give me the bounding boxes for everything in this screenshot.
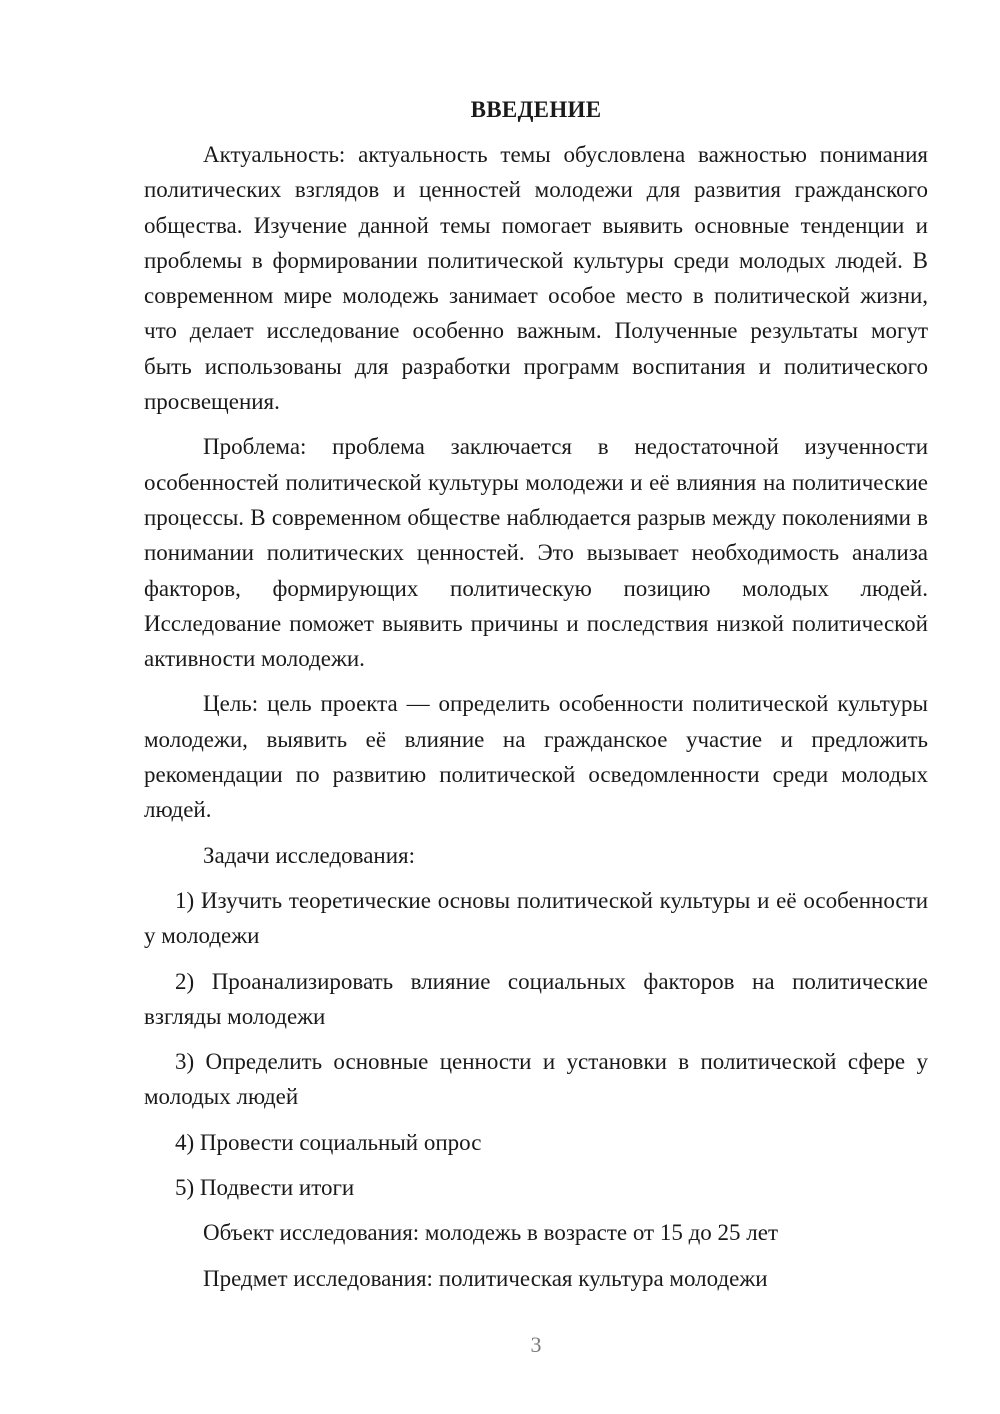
research-object: Объект исследования: молодежь в возрасте от 15 до 25 лет	[203, 1220, 779, 1246]
tasks-heading: Задачи исследования:	[203, 842, 416, 868]
problem-paragraph: Проблема: проблема заключается в недостаточной изученности особенностей политической культуры молодежи и её влияния на политические процессы. В современном обществе наблюдается разрыв между поколениями в понимании политических ценностей. Это вызывает необходимость анализа факторов, формирующих политическую позицию молодых людей. Исследование поможет выявить причины и последствия низкой политической активности молодежи.	[144, 434, 928, 672]
goal-paragraph: Цель: цель проекта — определить особенности политической культуры молодежи, выявить её влияние на гражданское участие и предложить рекомендации по развитию политической осведомленности среди молодых людей.	[144, 691, 928, 823]
section-title: ВВЕДЕНИЕ	[470, 97, 602, 122]
relevance-paragraph: Актуальность: актуальность темы обусловлена важностью понимания политических взглядов и ценностей молодежи для развития гражданского общества. Изучение данной темы помогает выявить основные тенденции и проблемы в формировании политической культуры среди молодых людей. В современном мире молодежь занимает особое место в политической жизни, что делает исследование особенно важным. Полученные результаты могут быть использованы для разработки программ воспитания и политического просвещения.	[144, 142, 928, 415]
task-item: 4) Провести социальный опрос	[175, 1129, 482, 1155]
task-item: 5) Подвести итоги	[175, 1175, 355, 1201]
page-number: 3	[530, 1332, 542, 1357]
page-content	[144, 92, 928, 1306]
task-item: 2) Проанализировать влияние социальных факторов на политические взгляды молодежи	[144, 968, 928, 1029]
task-item: 3) Определить основные ценности и установки в политической сфере у молодых людей	[144, 1049, 928, 1110]
research-subject: Предмет исследования: политическая культура молодежи	[203, 1265, 768, 1291]
task-item: 1) Изучить теоретические основы политической культуры и её особенности у молодежи	[144, 887, 928, 949]
